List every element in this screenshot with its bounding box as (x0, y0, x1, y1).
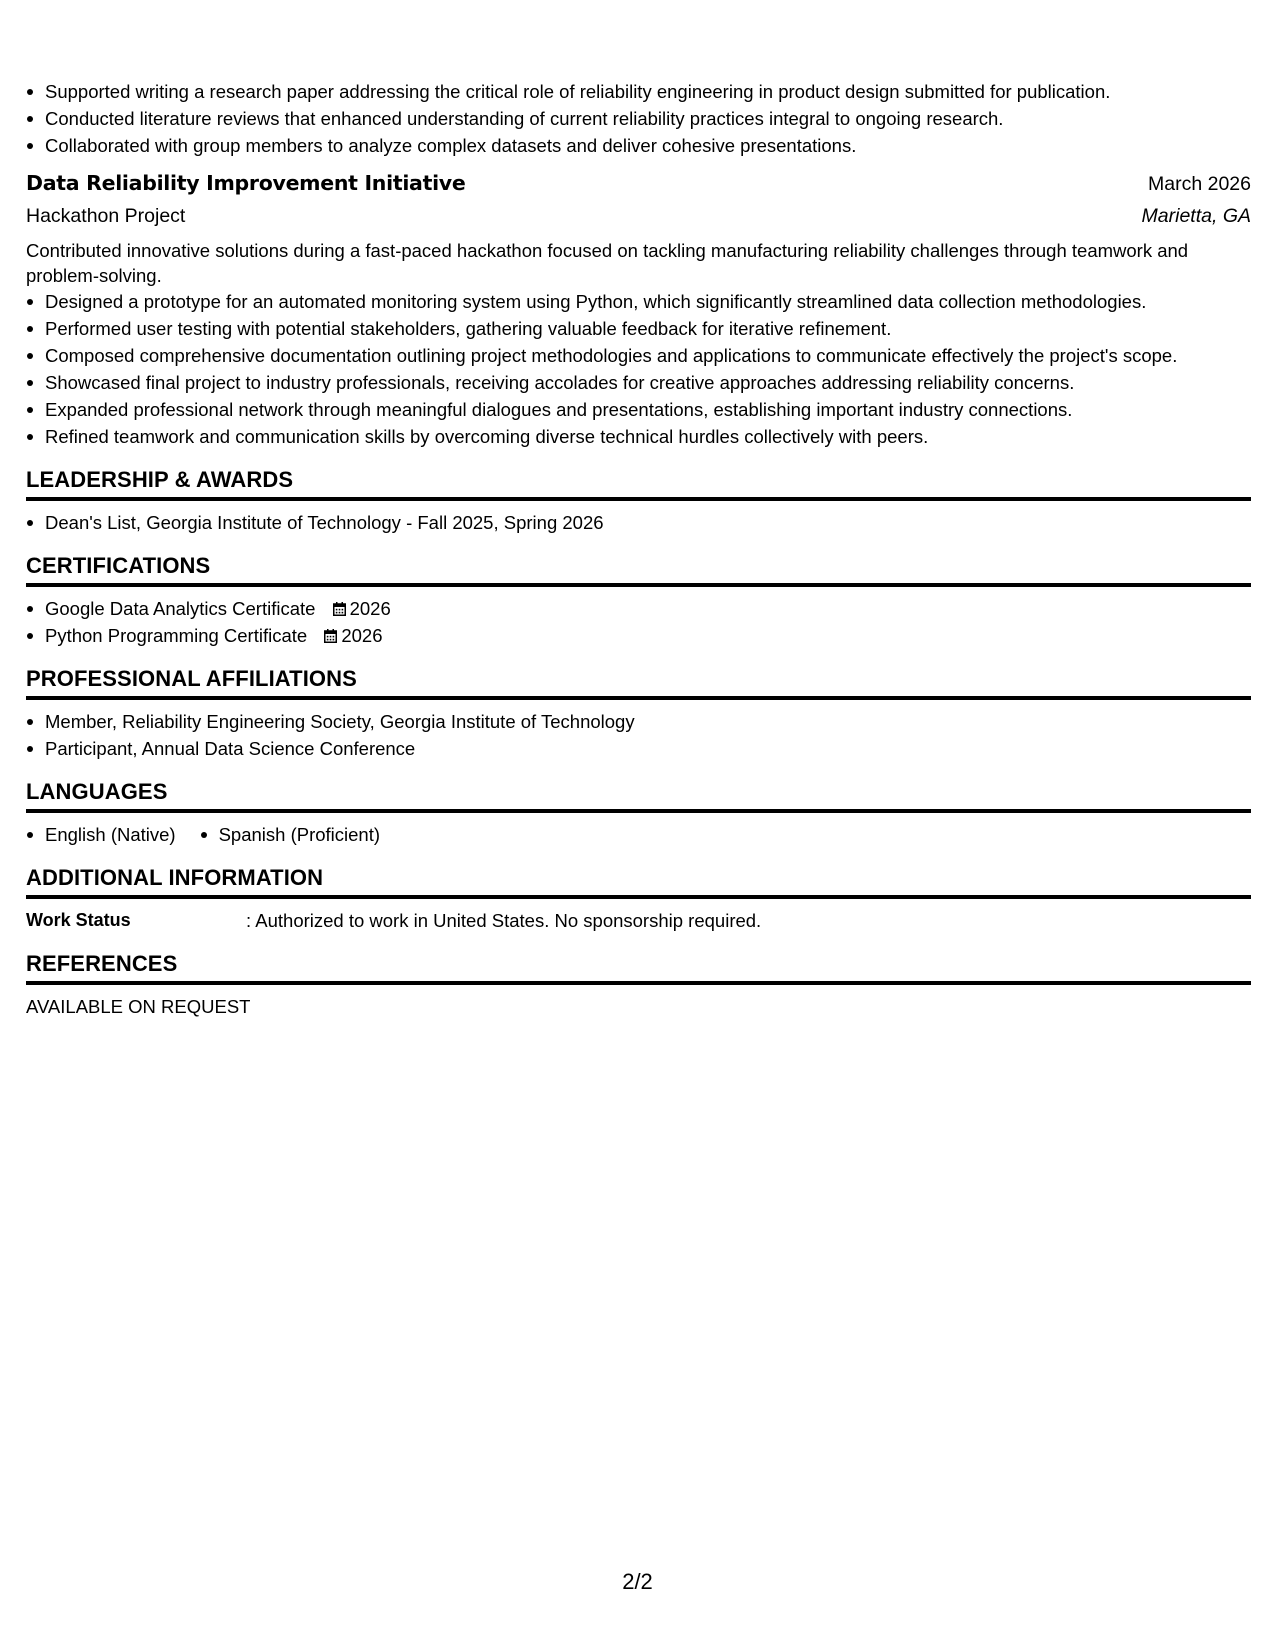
previous-entry-bullets (26, 78, 1251, 159)
list-item: Spanish (Proficient) (200, 821, 380, 848)
affiliations-section (26, 665, 1251, 762)
list-item: Supported writing a research paper addressing the critical role of reliability engineering in product design submitted for publication. (26, 78, 1251, 105)
additional-info-section (26, 864, 1251, 934)
project-org: Hackathon Project (26, 205, 186, 227)
leadership-section (26, 466, 1251, 536)
work-status-row (26, 907, 1251, 934)
section-heading: LEADERSHIP & AWARDS (26, 466, 1251, 501)
calendar-icon (333, 602, 346, 616)
list-item: Conducted literature reviews that enhanced understanding of current reliability practices integral to ongoing research. (26, 105, 1251, 132)
resume-page (26, 78, 1251, 1020)
languages-list (26, 821, 1251, 848)
list-item (26, 595, 1251, 622)
certification-name: Google Data Analytics Certificate (45, 598, 316, 619)
certifications-section (26, 552, 1251, 649)
list-item: Participant, Annual Data Science Conference (26, 735, 1251, 762)
references-section (26, 950, 1251, 1020)
project-location: Marietta, GA (1141, 205, 1251, 227)
list-item: Member, Reliability Engineering Society, Georgia Institute of Technology (26, 708, 1251, 735)
list-item: English (Native) (26, 821, 176, 848)
list-item: Expanded professional network through meaningful dialogues and presentations, establishing important industry connections. (26, 396, 1251, 423)
work-status-value: : Authorized to work in United States. No sponsorship required. (246, 910, 762, 931)
project-date: March 2026 (1148, 173, 1251, 195)
project-title: Data Reliability Improvement Initiative (26, 171, 466, 195)
section-heading: LANGUAGES (26, 778, 1251, 813)
list-item: Performed user testing with potential stakeholders, gathering valuable feedback for iterative refinement. (26, 315, 1251, 342)
languages-section (26, 778, 1251, 848)
list-item: Showcased final project to industry professionals, receiving accolades for creative approaches addressing reliability concerns. (26, 369, 1251, 396)
certification-year: 2026 (341, 625, 383, 646)
project-entry (26, 168, 1251, 450)
leadership-list (26, 509, 1251, 536)
certification-name: Python Programming Certificate (45, 625, 308, 646)
project-header (26, 168, 1251, 200)
project-subheader (26, 201, 1251, 232)
references-text: AVAILABLE ON REQUEST (26, 996, 251, 1017)
list-item: Composed comprehensive documentation outlining project methodologies and applications to communicate effectively the project's scope. (26, 342, 1251, 369)
section-heading: PROFESSIONAL AFFILIATIONS (26, 665, 1251, 700)
calendar-icon (324, 629, 337, 643)
list-item: Designed a prototype for an automated monitoring system using Python, which significantly streamlined data collection methodologies. (26, 288, 1251, 315)
section-heading: ADDITIONAL INFORMATION (26, 864, 1251, 899)
certification-year: 2026 (349, 598, 391, 619)
list-item: Dean's List, Georgia Institute of Technology - Fall 2025, Spring 2026 (26, 509, 1251, 536)
page-number: 2/2 (622, 1569, 653, 1594)
list-item: Refined teamwork and communication skills by overcoming diverse technical hurdles collectively with peers. (26, 423, 1251, 450)
affiliations-list (26, 708, 1251, 762)
section-heading: CERTIFICATIONS (26, 552, 1251, 587)
certifications-list (26, 595, 1251, 649)
project-description: Contributed innovative solutions during a fast-paced hackathon focused on tackling manufacturing reliability challenges through teamwork and problem-solving. (26, 240, 1189, 286)
list-item (26, 622, 1251, 649)
list-item: Collaborated with group members to analyze complex datasets and deliver cohesive presentations. (26, 132, 1251, 159)
work-status-label: Work Status (26, 910, 131, 930)
section-heading: REFERENCES (26, 950, 1251, 985)
project-bullets (26, 288, 1251, 450)
